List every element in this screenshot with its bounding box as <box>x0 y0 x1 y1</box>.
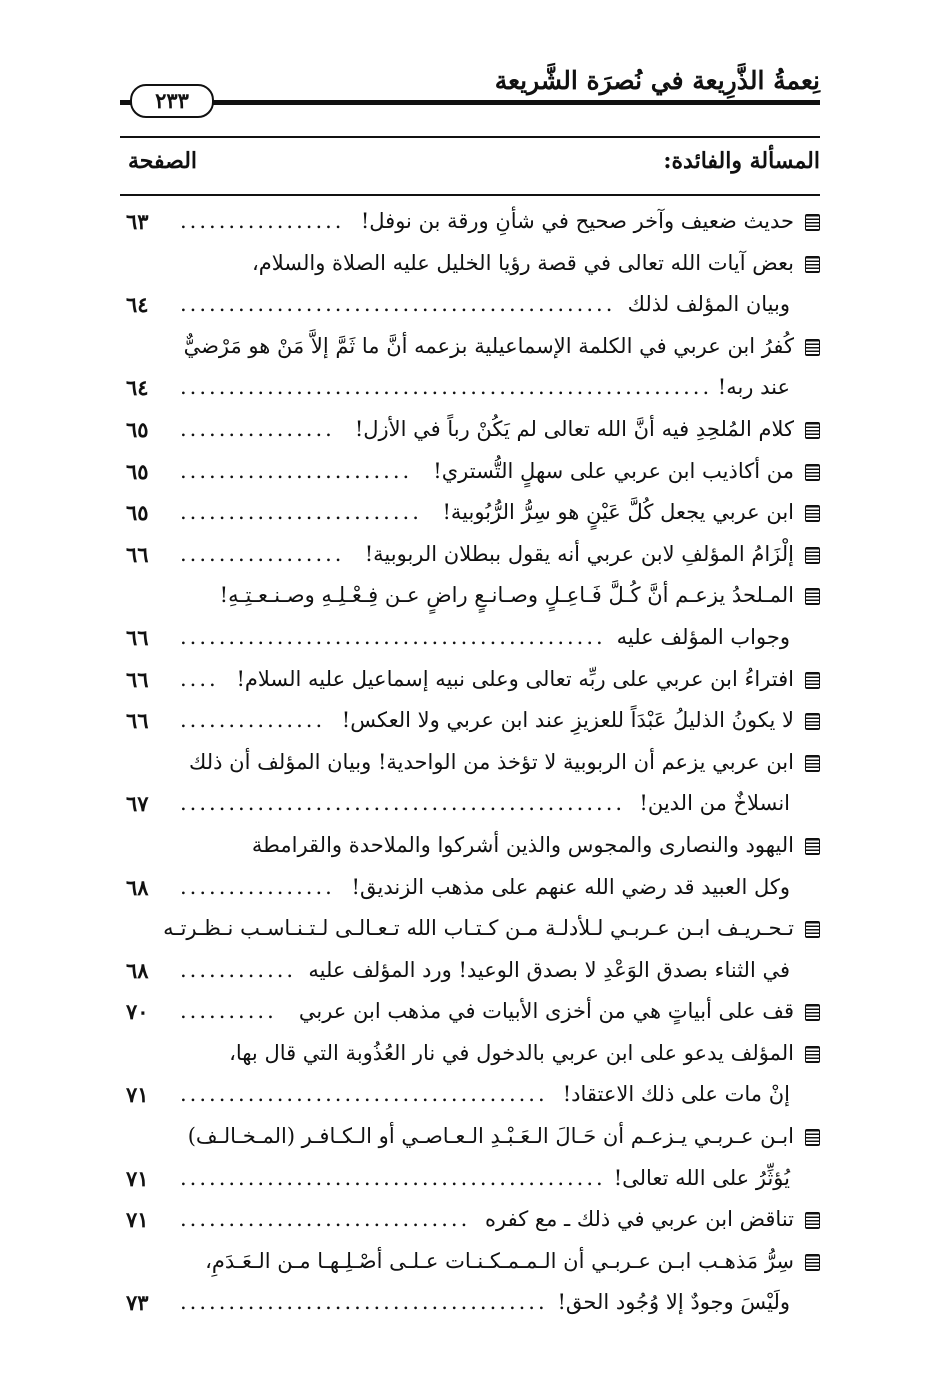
header-rule <box>120 100 820 105</box>
entry-text: ابـن عـربـي يـزعـم أن حَـالَ الـعَـبْـدِ الـعـاصـي أو الـكـافـر (المـخـالـف) <box>187 1124 794 1149</box>
entry-page-number: ٦٨ <box>126 874 149 900</box>
dot-leader: ...................................... <box>180 1290 548 1315</box>
book-bullet-icon <box>805 672 820 689</box>
entry-text: انسلاخٌ من الدين! <box>639 791 790 816</box>
entry-text: تناقض ابن عربي في ذلك ـ مع كفره <box>485 1207 794 1232</box>
entry-text: تـحـريـف ابـن عـربـي لـلأدلـة مـن كـتـاب الله تـعـالـى لـتـنـاسـب نـظـرتـه <box>163 916 794 941</box>
entry-line <box>120 575 820 617</box>
entry-line <box>120 284 820 326</box>
dot-leader: ............................................ <box>180 624 606 649</box>
entry-page-number: ٦٧ <box>126 791 149 817</box>
dot-leader: ................. <box>180 209 345 233</box>
entry-text: وجواب المؤلف عليه <box>616 624 790 649</box>
dot-leader: ................ <box>180 874 335 899</box>
entry-line <box>120 201 820 243</box>
entry-page-number: ٧٣ <box>126 1290 149 1316</box>
index-entries <box>120 201 820 1324</box>
entry-line <box>120 409 820 451</box>
index-entry <box>120 575 820 658</box>
entry-page-number: ٦٥ <box>126 458 149 484</box>
entry-page-number: ٦٦ <box>126 624 149 650</box>
entry-page-number: ٦٦ <box>126 666 149 692</box>
entry-line <box>120 1282 820 1324</box>
entry-page-number: ٦٤ <box>126 292 149 318</box>
book-bullet-icon <box>805 1212 820 1229</box>
entry-page-number: ٦٥ <box>126 500 149 526</box>
index-entry <box>120 326 820 409</box>
index-entry <box>120 991 820 1033</box>
entry-page-number: ٦٥ <box>126 416 149 442</box>
index-entry <box>120 409 820 451</box>
entry-text: عند ربه! <box>717 375 790 400</box>
book-bullet-icon <box>805 256 820 273</box>
entry-line <box>120 950 820 992</box>
dot-leader: ................. <box>180 541 345 566</box>
entry-text: كلام المُلحِدِ فيه أنَّ الله تعالى لم يَكُنْ رباً في الأزل! <box>354 416 794 441</box>
entry-text: افتراءُ ابن عربي على ربِّه تعالى وعلى نبيه إسماعيل عليه السلام! <box>236 666 794 691</box>
book-bullet-icon <box>805 422 820 439</box>
book-bullet-icon <box>805 464 820 481</box>
index-entry <box>120 659 820 701</box>
book-bullet-icon <box>805 713 820 730</box>
book-bullet-icon <box>805 505 820 522</box>
column-header-topic: المسألة والفائدة: <box>663 148 820 174</box>
book-bullet-icon <box>805 214 820 231</box>
entry-line <box>120 243 820 285</box>
book-bullet-icon <box>805 755 820 772</box>
dot-leader: ....................................................... <box>180 375 713 400</box>
index-entry <box>120 825 820 908</box>
dot-leader: ......................... <box>180 500 422 525</box>
entry-text: إلْزَامُ المؤلفِ لابن عربي أنه يقول ببطلان الربوبية! <box>364 541 794 566</box>
entry-text: وكل العبيد قد رضي الله عنهم على مذهب الزنديق! <box>351 874 790 899</box>
entry-text: ابن عربي يجعل كُلَّ عَيْنٍ هو سِرُّ الرُّبُوبية! <box>442 500 794 525</box>
entry-page-number: ٧١ <box>126 1082 149 1108</box>
book-bullet-icon <box>805 1129 820 1146</box>
book-bullet-icon <box>805 588 820 605</box>
entry-line <box>120 1033 820 1075</box>
entry-text: كُفرُ ابن عربي في الكلمة الإسماعيلية بزعمه أنَّ ما ثَمَّ إلاَّ مَنْ هو مَرْضيٌّ <box>183 333 794 358</box>
book-bullet-icon <box>805 1254 820 1271</box>
index-entry <box>120 742 820 825</box>
entry-line <box>120 700 820 742</box>
entry-page-number: ٧١ <box>126 1207 149 1233</box>
entry-text: بعض آيات الله تعالى في قصة رؤيا الخليل عليه الصلاة والسلام، <box>251 250 794 275</box>
index-entry <box>120 201 820 243</box>
entry-page-number: ٧٠ <box>126 999 149 1025</box>
entry-line <box>120 534 820 576</box>
book-bullet-icon <box>805 838 820 855</box>
entry-line <box>120 1116 820 1158</box>
entry-text: حديث ضعيف وآخر صحيح في شأنِ ورقة بن نوفل! <box>360 209 794 233</box>
entry-line <box>120 825 820 867</box>
entry-line <box>120 659 820 701</box>
entry-text: لا يكونُ الذليلُ عَبْدَاً للعزيزِ عند ابن عربي ولا العكس! <box>341 708 794 733</box>
entry-line <box>120 1241 820 1283</box>
index-entry <box>120 451 820 493</box>
entry-text: في الثناء بصدق الوَعْدِ لا بصدق الوعيد! ورد المؤلف عليه <box>308 957 790 982</box>
dot-leader: .............................................. <box>180 791 626 816</box>
entry-line <box>120 326 820 368</box>
entry-text: وبيان المؤلف لذلك <box>627 292 790 317</box>
entry-page-number: ٦٦ <box>126 708 149 734</box>
running-head <box>120 58 820 113</box>
entry-line <box>120 908 820 950</box>
entry-page-number: ٦٨ <box>126 957 149 983</box>
entry-text: من أكاذيب ابن عربي على سهلٍ التُّستري! <box>433 458 794 483</box>
book-bullet-icon <box>805 547 820 564</box>
entry-text: سِرُّ مَذهـب ابـن عـربـي أن الـمـمـكـنـات عـلـى أصْـلِـهـا مـن الـعَـدَمِ، <box>205 1248 794 1273</box>
index-entry <box>120 243 820 326</box>
dot-leader: ............... <box>180 708 326 733</box>
book-bullet-icon <box>805 921 820 938</box>
entry-page-number: ٦٤ <box>126 375 149 401</box>
dot-leader: .............................. <box>180 1207 471 1232</box>
index-entry <box>120 1199 820 1241</box>
entry-line <box>120 451 820 493</box>
entry-text: إنْ مات على ذلك الاعتقاد! <box>562 1082 790 1107</box>
dot-leader: .... <box>180 666 219 691</box>
entry-line <box>120 617 820 659</box>
entry-text: ولَيْسَ وجودٌ إلا وُجُود الحق! <box>557 1290 790 1315</box>
index-entry <box>120 1033 820 1116</box>
index-entry <box>120 534 820 576</box>
dot-leader: ............ <box>180 957 297 982</box>
dot-leader: ........................ <box>180 458 413 483</box>
entry-line <box>120 367 820 409</box>
dot-leader: ............................................. <box>180 292 616 317</box>
column-headers <box>120 148 820 188</box>
page-number-badge: ٢٣٣ <box>130 84 214 118</box>
entry-line <box>120 1158 820 1200</box>
entry-page-number: ٧١ <box>126 1165 149 1191</box>
entry-line <box>120 492 820 534</box>
index-entry <box>120 1116 820 1199</box>
entry-line <box>120 742 820 784</box>
index-entry <box>120 908 820 991</box>
book-bullet-icon <box>805 339 820 356</box>
entry-text: المؤلف يدعو على ابن عربي بالدخول في نار العُذُوبة التي قال بها، <box>229 1040 794 1065</box>
book-bullet-icon <box>805 1004 820 1021</box>
header-divider <box>120 194 820 196</box>
page <box>120 58 820 1316</box>
entry-text: المـلحدُ يزعـم أنَّ كُـلَّ فَـاعِـلٍ وصـانـعٍ راضٍ عـن فِـعْـلِـهِ وصـنـعـتِـهِ! <box>219 583 794 608</box>
book-bullet-icon <box>805 1046 820 1063</box>
entry-line <box>120 1074 820 1116</box>
top-divider <box>120 136 820 138</box>
entry-text: اليهود والنصارى والمجوس والذين أشركوا والملاحدة والقرامطة <box>251 832 794 857</box>
entry-line <box>120 783 820 825</box>
entry-text: يُؤثِّرُ على الله تعالى! <box>613 1165 790 1190</box>
index-entry <box>120 700 820 742</box>
dot-leader: .......... <box>180 999 277 1024</box>
entry-line <box>120 991 820 1033</box>
entry-line <box>120 1199 820 1241</box>
column-header-page: الصفحة <box>128 148 198 174</box>
dot-leader: ...................................... <box>180 1082 548 1107</box>
entry-line <box>120 867 820 909</box>
dot-leader: ............................................ <box>180 1165 606 1190</box>
dot-leader: ................ <box>180 416 335 441</box>
index-entry <box>120 1241 820 1324</box>
entry-page-number: ٦٦ <box>126 541 149 567</box>
entry-text: قف على أبياتٍ هي من أخزى الأبيات في مذهب ابن عربي <box>298 999 794 1024</box>
entry-page-number: ٦٣ <box>126 209 149 234</box>
index-entry <box>120 492 820 534</box>
entry-text: ابن عربي يزعم أن الربوبية لا تؤخذ من الواحدية! وبيان المؤلف أن ذلك <box>189 749 794 774</box>
book-title: نِعمةُ الذَّرِيعة في نُصرَة الشَّريعة <box>494 66 820 95</box>
